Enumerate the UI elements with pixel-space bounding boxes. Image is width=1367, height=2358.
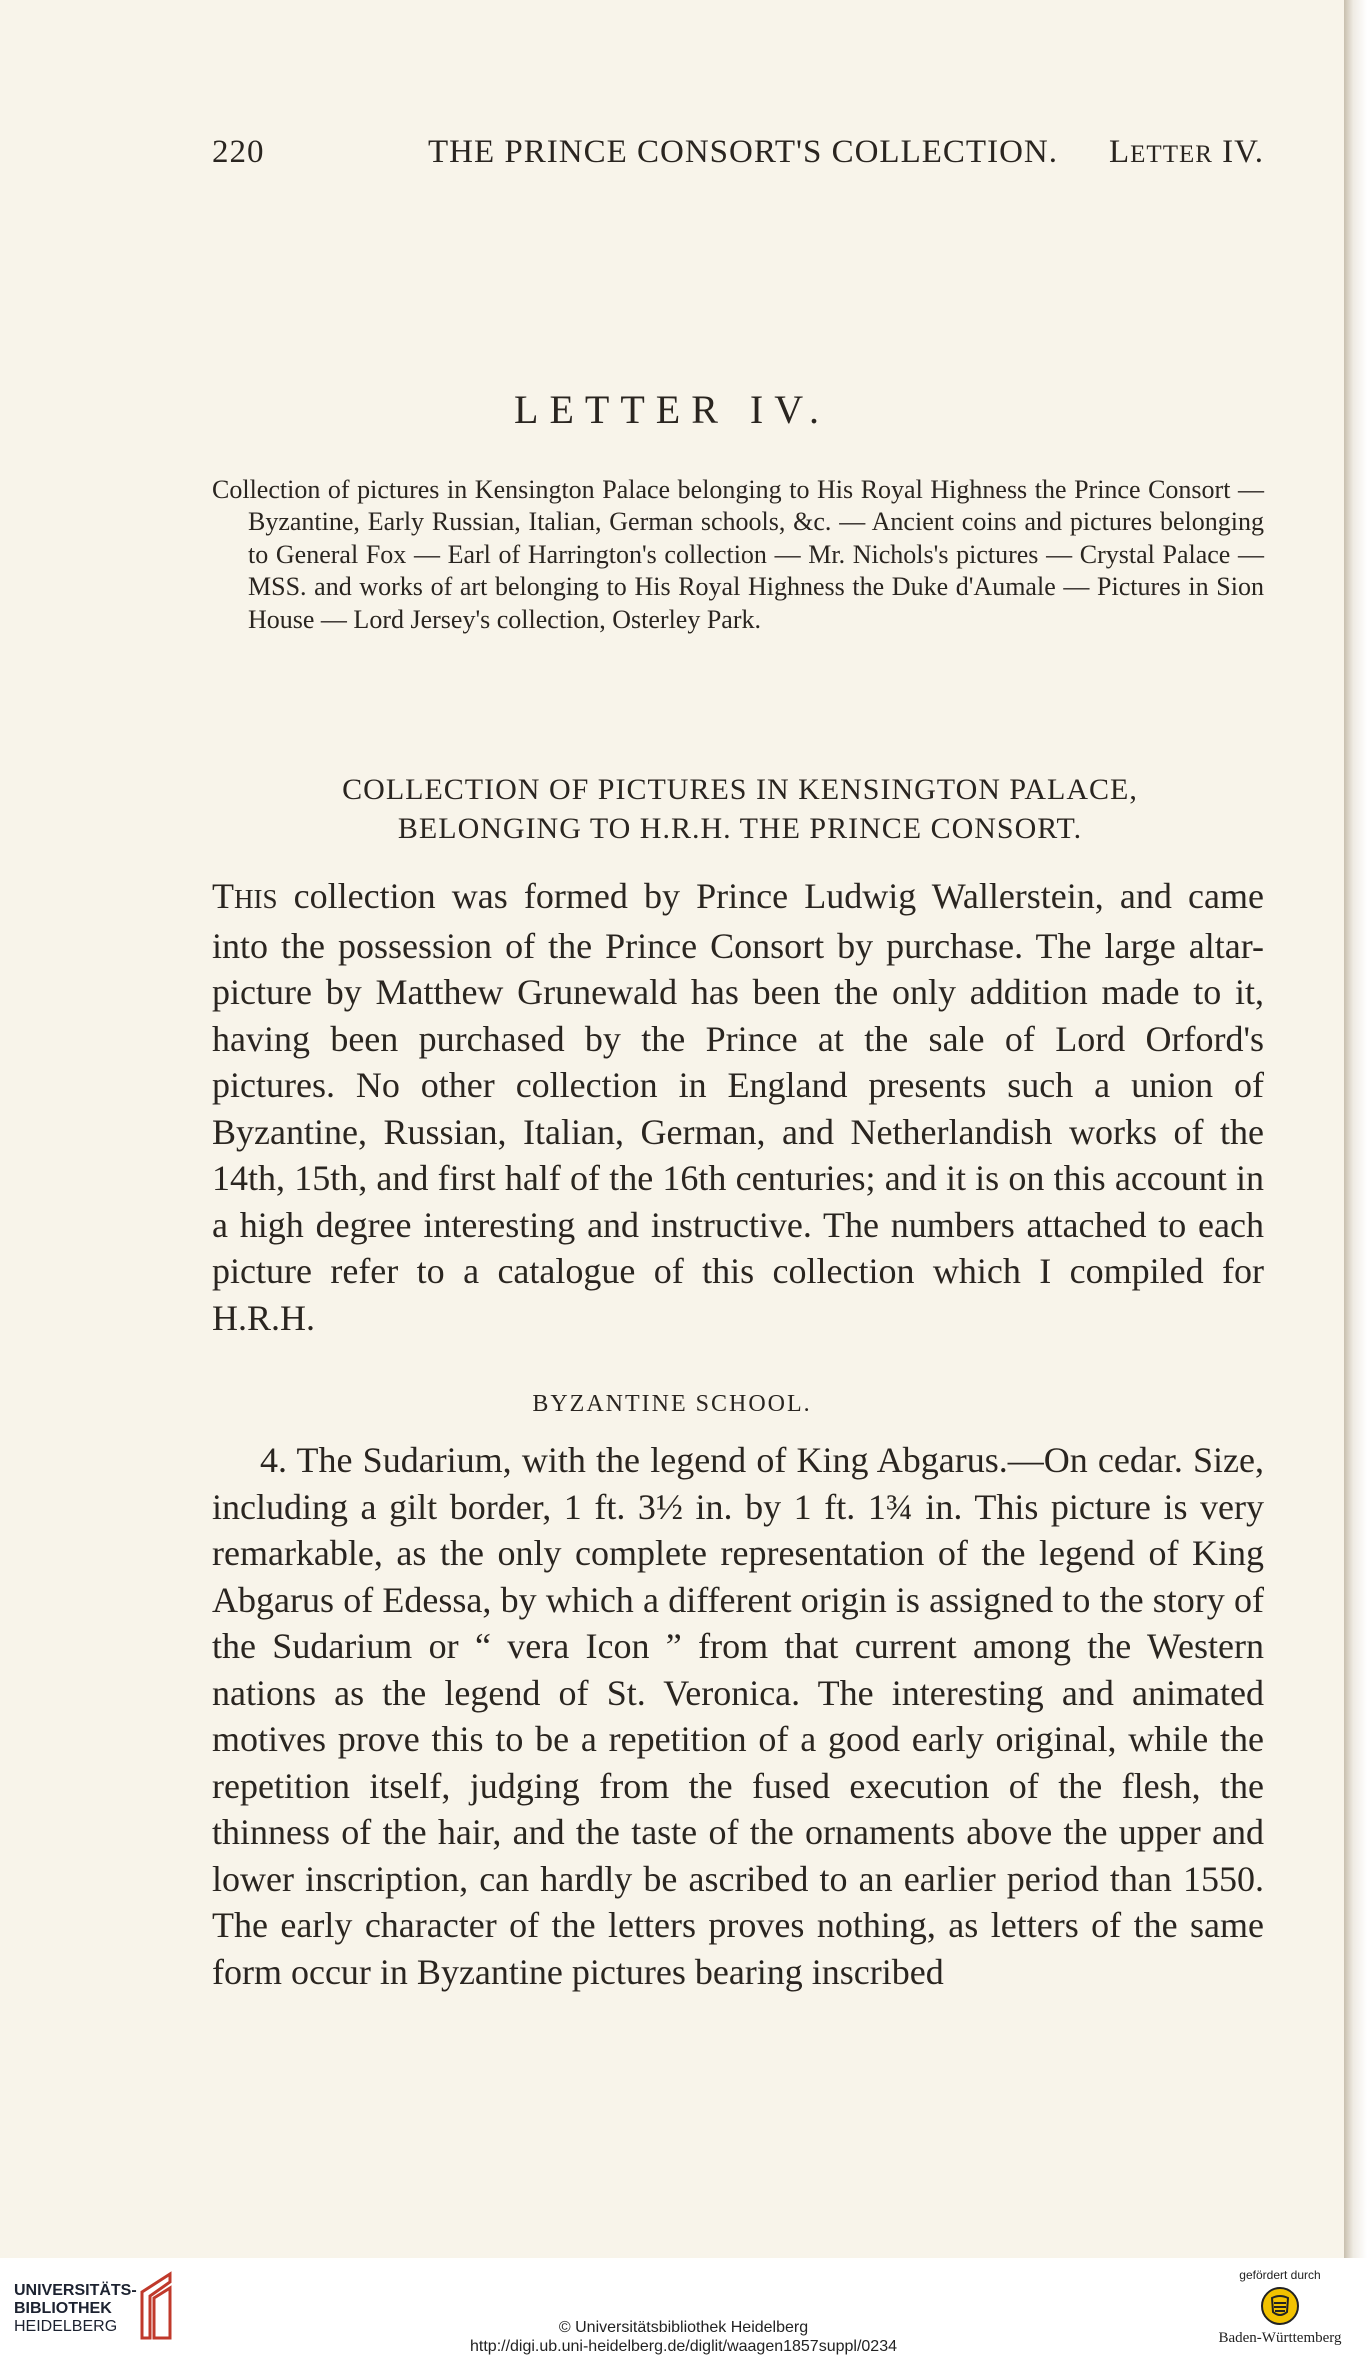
paragraph-introduction bbox=[212, 873, 1264, 1341]
funder-block bbox=[1205, 2268, 1355, 2347]
paragraph-introduction-text: collection was formed by Prince Ludwig Wallerstein, and came into the possession of the Prince Consort by purchase. The large altar-picture by Matthew Grunewald has been the only addition made to it, having been purchased by the Prince at the sale of Lord Orford's pictures. No other collection in England presents such a union of Byzantine, Russian, Italian, German, and Netherlandish works of the 14th, 15th, and first half of the 16th centuries; and it is on this account in a high degree interesting and instructive. The numbers attached to each picture refer to a catalogue of this collection which I compiled for H.R.H. bbox=[212, 876, 1264, 1338]
item-4-text-b: in. by 1 ft. 1 bbox=[682, 1486, 886, 1527]
library-name-line-3: HEIDELBERG bbox=[14, 2318, 118, 2335]
paragraph-item-4 bbox=[212, 1437, 1264, 1995]
section-heading bbox=[260, 770, 1220, 848]
item-4-text-a: 4. The Sudarium, with the legend of King Abgarus.—On cedar. Size, including a gilt border, 1 ft. 3 bbox=[212, 1440, 1264, 1527]
letter-label-cap: L bbox=[1108, 134, 1131, 170]
item-4-text-c: in. This picture is very remarkable, as the only complete representation of the legend of King Abgarus of Edessa, by which a different origin is assigned to the story of the Sudarium or “ vera Icon ” from that current among the Western nations as the legend of St. Veronica. The interesting and animated motives prove this to be a repetition of a good early original, while the repetition itself, judging from the fused execution of the flesh, the thinness of the hair, and the taste of the ornaments above the upper and lower inscription, can hardly be ascribed to an earlier period than 1550. The early character of the letters proves nothing, as letters of the same form occur in Byzantine pictures bearing inscribed bbox=[212, 1486, 1264, 1992]
page-number: 220 bbox=[212, 134, 265, 170]
library-name-line-2: BIBLIOTHEK bbox=[14, 2300, 112, 2317]
copyright-notice: © Universitätsbibliothek Heidelberg bbox=[558, 2319, 809, 2336]
letter-title: LETTER IV. bbox=[514, 387, 830, 432]
section-heading-line-1: COLLECTION OF PICTURES IN KENSINGTON PALACE, bbox=[342, 773, 1138, 806]
source-url-link[interactable]: http://digi.ub.uni-heidelberg.de/diglit/waagen1857suppl/0234 bbox=[470, 2338, 897, 2355]
school-heading: BYZANTINE SCHOOL. bbox=[532, 1391, 812, 1417]
coat-of-arms-icon bbox=[1260, 2286, 1300, 2326]
funded-by-label: gefördert durch bbox=[1239, 2268, 1321, 2282]
letter-label bbox=[1109, 134, 1264, 171]
fraction-three-quarters: ¾ bbox=[885, 1486, 913, 1527]
fraction-half: ½ bbox=[655, 1486, 683, 1527]
lead-cap: T bbox=[212, 876, 234, 916]
section-heading-line-2: BELONGING TO H.R.H. THE PRINCE CONSORT. bbox=[397, 812, 1083, 845]
running-title: THE PRINCE CONSORT'S COLLECTION. bbox=[428, 134, 1058, 170]
page-edge-shadow bbox=[1344, 0, 1367, 2258]
lead-small-caps: HIS bbox=[234, 884, 278, 914]
running-header bbox=[0, 134, 1344, 184]
funder-name: Baden-Württemberg bbox=[1218, 2330, 1342, 2346]
letter-label-rest: ETTER bbox=[1130, 141, 1213, 168]
library-name-line-1: UNIVERSITÄTS- bbox=[14, 2282, 137, 2299]
chapter-summary: Collection of pictures in Kensington Palace belonging to His Royal Highness the Prince Consort — Byzantine, Early Russian, Italian, German schools, &c. — Ancient coins and pictures belonging to General Fox — Earl of Harrington's collection — Mr. Nichols's pictures — Crystal Palace — MSS. and works of art belonging to His Royal Highness the Duke d'Aumale — Pictures in Sion House — Lord Jersey's collection, Osterley Park. bbox=[212, 475, 1264, 634]
footer-credits bbox=[0, 2318, 1367, 2356]
letter-label-number: IV. bbox=[1212, 134, 1264, 170]
